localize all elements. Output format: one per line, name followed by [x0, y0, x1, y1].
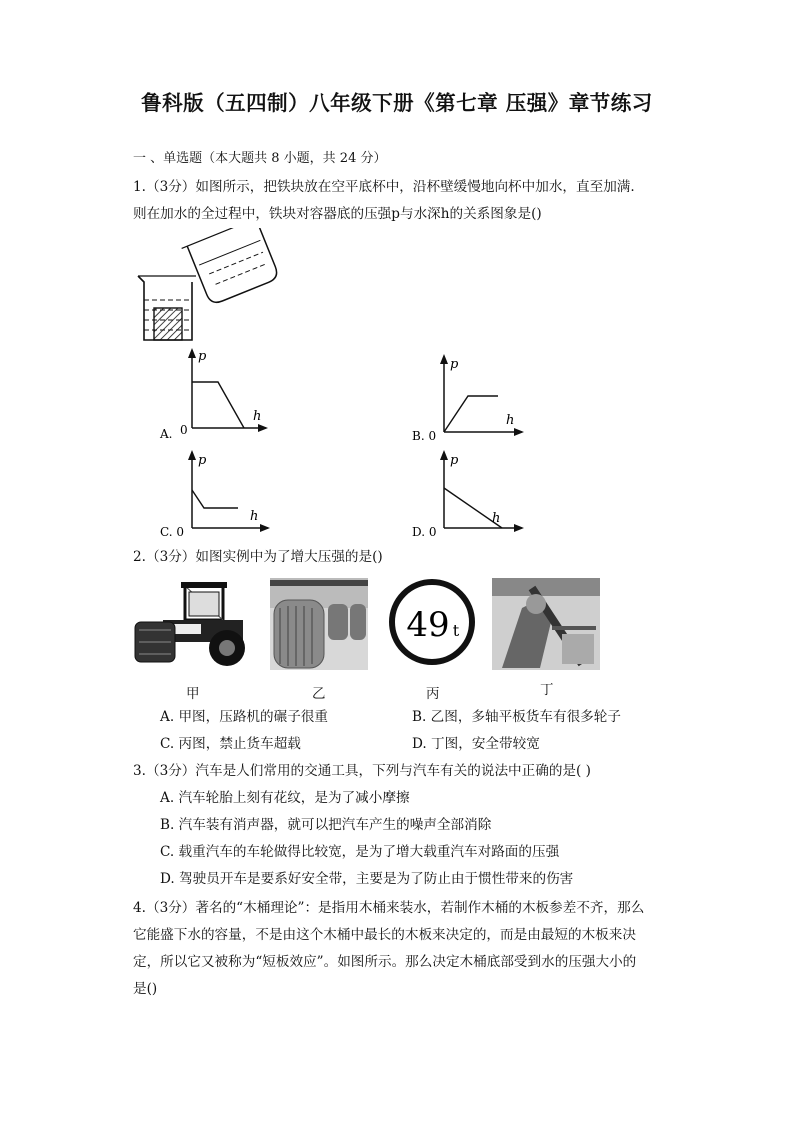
axis-h-label: h — [253, 409, 262, 424]
caption-bing: 丙 — [426, 686, 440, 702]
axis-p-label: p — [198, 349, 207, 364]
graph-option-c[interactable] — [158, 448, 278, 540]
q4-stem-line1: 4.（3分）著名的“木桶理论”：是指用木桶来装水，若制作木桶的木板参差不齐，那么 — [133, 900, 645, 916]
q4-stem-line4: 是() — [133, 981, 158, 997]
graph-option-d[interactable] — [410, 448, 530, 540]
q2-option-d[interactable]: D. 丁图，安全带较宽 — [412, 736, 540, 752]
q4-stem-line2: 它能盛下水的容量，不是由这个木桶中最长的木板来决定的，而是由最短的木板来决 — [133, 927, 636, 943]
q3-stem: 3.（3分）汽车是人们常用的交通工具，下列与汽车有关的说法中正确的是( ) — [133, 763, 591, 779]
axis-h-label: h — [492, 511, 501, 526]
q4-stem-line3: 定，所以它又被称为“短板效应”。如图所示。那么决定木桶底部受到水的压强大小的 — [133, 954, 637, 970]
caption-jia: 甲 — [186, 686, 200, 702]
axis-h-label: h — [250, 509, 259, 524]
option-c-label: C. 0 — [160, 525, 185, 539]
graph-option-b[interactable] — [410, 352, 530, 444]
q2-stem: 2.（3分）如图实例中为了增大压强的是() — [133, 549, 383, 565]
weight-limit-sign-image — [388, 576, 478, 668]
q2-option-a[interactable]: A. 甲图，压路机的碾子很重 — [160, 709, 328, 725]
graph-option-a[interactable] — [158, 344, 278, 442]
q2-option-c[interactable]: C. 丙图，禁止货车超载 — [160, 736, 301, 752]
page-title: 鲁科版（五四制）八年级下册《第七章 压强》章节练习 — [141, 91, 653, 115]
truck-wheels-image — [270, 578, 368, 670]
beaker-illustration — [130, 228, 280, 346]
road-roller-image — [133, 578, 251, 670]
sign-unit: t — [452, 621, 460, 640]
option-b-label: B. 0 — [412, 429, 437, 443]
q3-option-b[interactable]: B. 汽车装有消声器，就可以把汽车产生的噪声全部消除 — [160, 817, 492, 833]
seatbelt-image — [492, 578, 600, 670]
axis-p-label: p — [450, 357, 459, 372]
caption-ding: 丁 — [540, 682, 554, 698]
axis-p-label: p — [450, 453, 459, 468]
iron-block — [154, 308, 182, 340]
option-a-label: A. — [160, 427, 173, 441]
option-d-label: D. 0 — [412, 525, 437, 539]
q1-stem-line1: 1.（3分）如图所示，把铁块放在空平底杯中，沿杯壁缓慢地向杯中加水，直至加满. — [133, 179, 635, 195]
section-header: 一 、单选题（本大题共 8 小题，共 24 分） — [133, 151, 387, 166]
caption-yi: 乙 — [312, 686, 326, 702]
q3-option-a[interactable]: A. 汽车轮胎上刻有花纹，是为了减小摩擦 — [160, 790, 410, 806]
origin-label: 0 — [180, 423, 188, 437]
axis-h-label: h — [506, 413, 515, 428]
sign-number: 49 — [406, 605, 450, 645]
q3-option-d[interactable]: D. 驾驶员开车是要系好安全带，主要是为了防止由于惯性带来的伤害 — [160, 871, 574, 887]
q3-option-c[interactable]: C. 载重汽车的车轮做得比较宽，是为了增大载重汽车对路面的压强 — [160, 844, 560, 860]
q2-option-b[interactable]: B. 乙图，多轴平板货车有很多轮子 — [412, 709, 621, 725]
axis-p-label: p — [198, 453, 207, 468]
q1-stem-line2: 则在加水的全过程中，铁块对容器底的压强p与水深h的关系图象是() — [133, 206, 542, 222]
